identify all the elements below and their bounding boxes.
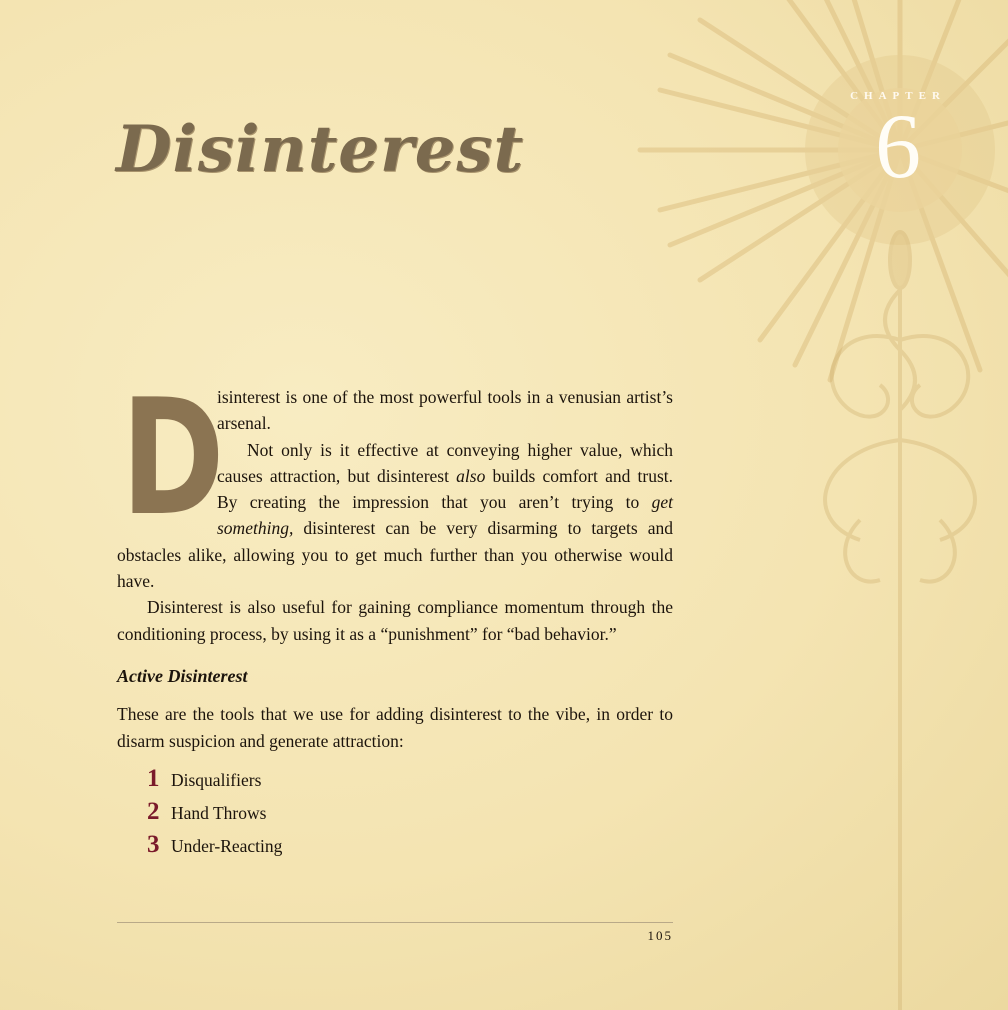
page-number: 105 [647, 928, 673, 943]
list-item [147, 766, 673, 799]
paragraph-2-emphasis-also: also [456, 465, 486, 486]
paragraph-1-text: isinterest is one of the most powerful tools in a venusian artist’s arsenal. [217, 387, 673, 434]
chapter-body [117, 364, 674, 865]
list-item-label: Hand Throws [171, 802, 267, 823]
list-item-number: 3 [147, 830, 160, 858]
paragraph-2-emphasis-get-something: get something, [217, 492, 673, 539]
section-intro: These are the tools that we use for adding disinterest to the vibe, in order to disarm suspicion and generate attraction: [117, 704, 673, 751]
chapter-label: CHAPTER [850, 90, 946, 102]
paragraph-2-text-a: Not only is it effective at conveying higher value, which causes attraction, but disinterest [217, 439, 673, 486]
list-item [147, 832, 673, 865]
paragraph-3: Disinterest is also useful for gaining compliance momentum through the conditioning process, by using it as a “punishment” for “bad behavior.” [117, 597, 673, 644]
paragraph-2-text-c: disinterest can be very disarming to targets and obstacles alike, allowing you to get much further than you otherwise would have. [117, 518, 673, 592]
chapter-number: 6 [875, 95, 921, 197]
drop-cap [117, 364, 225, 551]
list-item [147, 799, 673, 832]
footer-rule [117, 922, 673, 923]
tool-list [147, 766, 673, 865]
list-item-label: Under-Reacting [171, 835, 283, 856]
drop-cap-letter: D [121, 364, 225, 551]
section-heading: Active Disinterest [117, 665, 248, 686]
list-item-number: 1 [147, 764, 160, 792]
list-item-number: 2 [147, 797, 160, 825]
chapter-title: Disinterest [116, 112, 524, 187]
paragraph-2-text-b: builds comfort and trust. By creating the impression that you aren’t trying to [217, 465, 674, 513]
list-item-label: Disqualifiers [171, 769, 262, 790]
